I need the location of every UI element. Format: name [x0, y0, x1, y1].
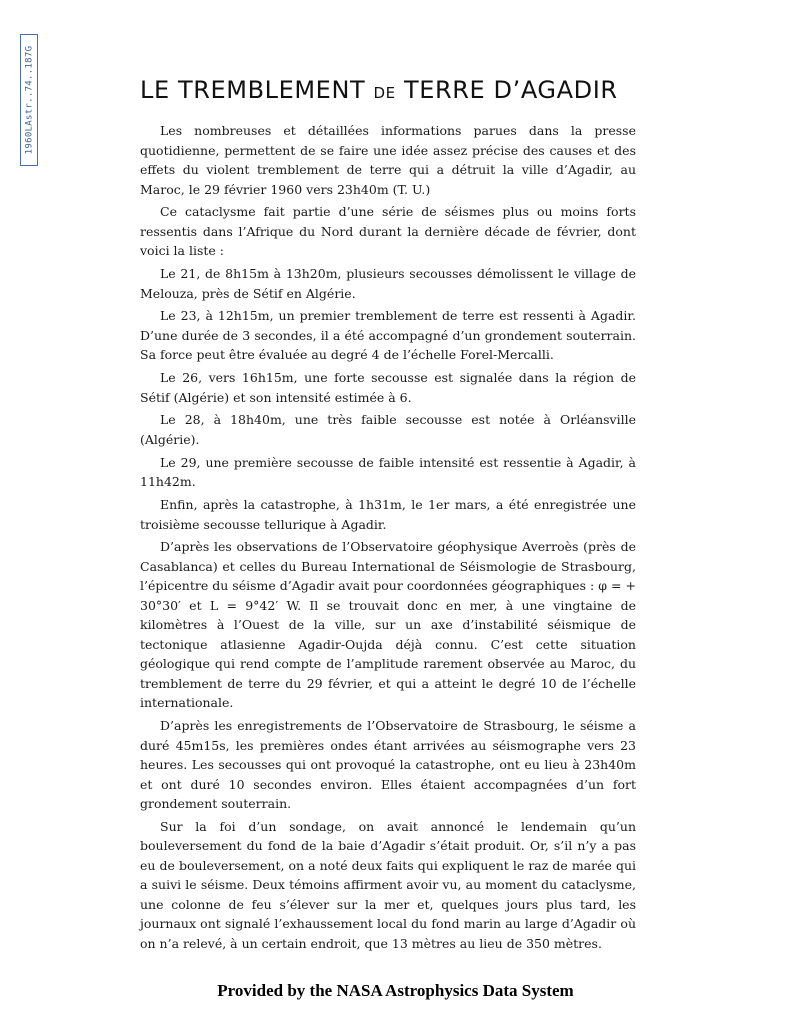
paragraph-event-21: Le 21, de 8h15m à 13h20m, plusieurs secousses démolissent le village de Melouza, près de Sétif en Algérie.	[140, 266, 636, 301]
article-title	[140, 76, 640, 104]
paragraph-strasbourg-records: D’après les enregistrements de l’Observatoire de Strasbourg, le séisme a duré 45m15s, les premières ondes étant arrivées au séismographe vers 23 heures. Les secousses qui ont provoqué la catastrophe, ont eu lieu à 23h40m et ont duré 10 secondes environ. Elles étaient accompagnées d’un fort grondement souterrain.	[140, 718, 636, 812]
paragraph-event-28: Le 28, à 18h40m, une très faible secousse est notée à Orléansville (Algérie).	[140, 412, 636, 447]
paragraph-sounding: Sur la foi d’un sondage, on avait annoncé le lendemain qu’un bouleversement du fond de la baie d’Agadir s’était produit. Or, s’il n’y a pas eu de bouleversement, on a noté deux faits qui expliquent le raz de marée qui a suivi le séisme. Deux témoins affirment avoir vu, au moment du cataclysme, une colonne de feu s’élever sur la mer et, quelques jours plus tard, les journaux ont signalé l’exhaussement local du fond marin au large d’Agadir où on n’a relevé, à un certain endroit, que 13 mètres au lieu de 350 mètres.	[140, 818, 636, 951]
title-part-2: TERRE D’AGADIR	[395, 76, 618, 104]
paragraph-intro: Les nombreuses et détaillées informations parues dans la presse quotidienne, permettent de se faire une idée assez précise des causes et des effets du violent tremblement de terre qui a détruit la ville d’Agadir, au Maroc, le 29 février 1960 vers 23h40m (T. U.)	[140, 123, 636, 197]
title-part-1: LE TREMBLEMENT	[140, 76, 374, 104]
ads-bibcode-stamp	[20, 34, 38, 166]
paragraph-cataclysm-series: Ce cataclysme fait partie d’une série de séismes plus ou moins forts ressentis dans l’Afrique du Nord durant la dernière décade de février, dont voici la liste :	[140, 204, 636, 259]
bibcode-text: 1960LAstr..74..187G	[24, 45, 34, 155]
article-body	[140, 121, 636, 953]
paragraph-event-29: Le 29, une première secousse de faible intensité est ressentie à Agadir, à 11h42m.	[140, 454, 636, 490]
paragraph-event-23: Le 23, à 12h15m, un premier tremblement de terre est ressenti à Agadir. D’une durée de 3 secondes, il a été accompagné d’un grondement souterrain. Sa force peut être évaluée au degré 4 de l’échelle Forel-Mercalli.	[140, 308, 636, 363]
paragraph-event-march-1: Enfin, après la catastrophe, à 1h31m, le 1er mars, a été enregistrée une troisième secousse tellurique à Agadir.	[140, 497, 636, 532]
ads-footer: Provided by the NASA Astrophysics Data System	[217, 981, 574, 1000]
paragraph-event-26: Le 26, vers 16h15m, une forte secousse est signalée dans la région de Sétif (Algérie) et son intensité estimée à 6.	[140, 370, 636, 405]
title-small-de: DE	[373, 84, 396, 102]
paragraph-epicenter: D’après les observations de l’Observatoire géophysique Averroès (près de Casablanca) et celles du Bureau International de Séismologie de Strasbourg, l’épicentre du séisme d’Agadir avait pour coordonnées géographiques : φ = + 30°30′ et L = 9°42′ W. Il se trouvait donc en mer, à une vingtaine de kilomètres à l’Ouest de la ville, sur un axe d’instabilité séismique de tectonique atlasienne Agadir-Oujda déjà connu. C’est cette situation géologique qui rend compte de l’amplitude rarement observée au Maroc, du tremblement de terre du 29 février, et qui a atteint le degré 10 de l’échelle internationale.	[140, 539, 636, 711]
